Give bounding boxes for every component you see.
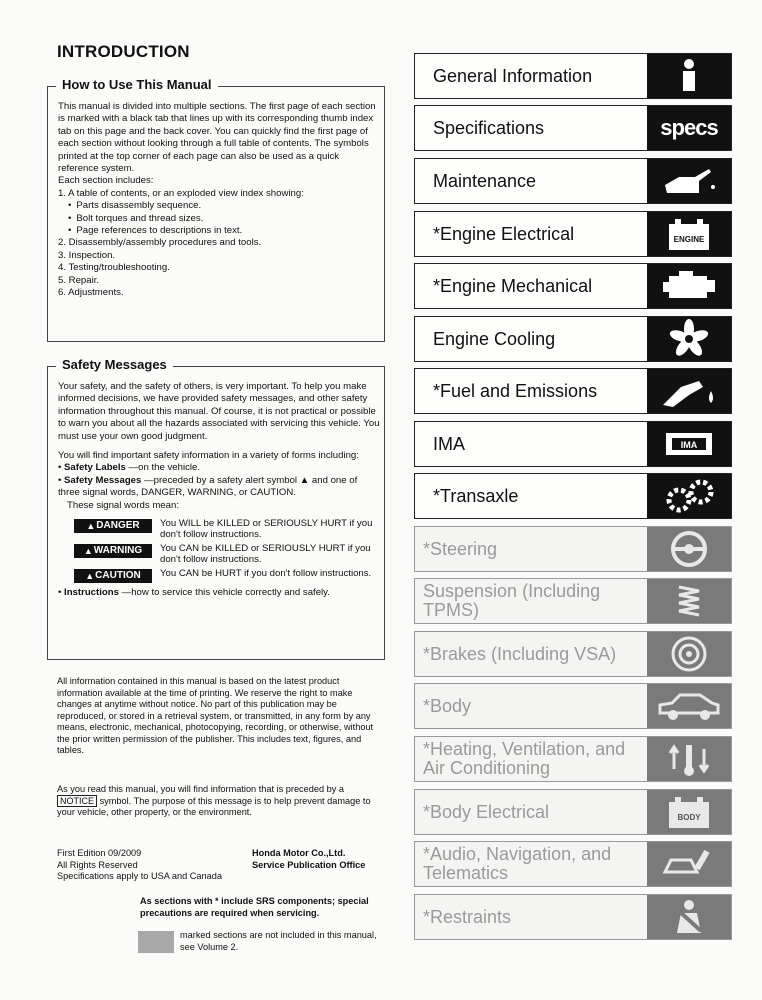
tab-engine[interactable] — [414, 263, 732, 309]
how-to-use-box — [47, 77, 385, 342]
tab-navigation[interactable] — [414, 841, 732, 887]
brake-disc-icon — [647, 632, 731, 676]
list-item: 6. Adjustments. — [58, 287, 124, 299]
tab-label: *Brakes (Including VSA) — [423, 643, 617, 664]
warning-label: ▲ WARNING — [74, 544, 152, 558]
seatbelt-icon — [647, 895, 731, 939]
danger-row — [74, 518, 380, 540]
tab-label: Suspension (Including TPMS) — [423, 581, 601, 620]
battery-icon — [647, 212, 731, 256]
caution-label: ▲ CAUTION — [74, 569, 152, 583]
safety-para-1: Your safety, and the safety of others, is very important. To help you make informed decisions, we have provided safety messages, and other safety information throughout this manual. Of course, it is not practical or possible to warn you about all the hazards associated with servicing this vehicle. You must use your own good judgment. — [58, 381, 380, 442]
tab-fuel-nozzle[interactable] — [414, 368, 732, 414]
notice-badge: NOTICE — [57, 795, 97, 807]
tab-label: *Engine Mechanical — [433, 275, 593, 296]
tab-ima[interactable] — [414, 421, 732, 467]
warning-row — [74, 543, 380, 565]
caution-row — [74, 568, 380, 583]
specs-icon: specs — [647, 106, 731, 150]
signal-intro: These signal words mean: — [67, 499, 179, 511]
tab-suspension[interactable] — [414, 578, 732, 624]
car-body-icon — [647, 684, 731, 728]
danger-text: You WILL be KILLED or SERIOUSLY HURT if you don't follow instructions. — [160, 518, 373, 541]
tab-oil-can[interactable] — [414, 158, 732, 204]
warning-text: You CAN be KILLED or SERIOUSLY HURT if you don't follow instructions. — [160, 543, 371, 566]
safety-para-2: You will find important safety information in a variety of forms including: — [58, 450, 359, 462]
tab-label: *Steering — [423, 538, 498, 559]
list-item: • Page references to descriptions in text. — [68, 225, 378, 237]
tab-label: *Audio, Navigation, and Telematics — [423, 844, 612, 883]
tab-steering-wheel[interactable] — [414, 526, 732, 572]
suspension-icon — [647, 579, 731, 623]
tab-label: *Body Electrical — [423, 801, 550, 822]
tab-battery[interactable] — [414, 211, 732, 257]
navigation-icon — [647, 842, 731, 886]
tab-label: *Body — [423, 695, 472, 716]
edition-info: First Edition 09/2009 All Rights Reserved Specifications apply to USA and Canada — [57, 848, 222, 881]
gears-icon — [647, 474, 731, 518]
list-item: 2. Disassembly/assembly procedures and tools. — [58, 237, 262, 249]
safety-messages-bold: Safety Messages — [64, 474, 142, 486]
tab-info[interactable] — [414, 53, 732, 99]
tab-label: *Heating, Ventilation, and Air Conditioning — [423, 739, 626, 778]
instructions-text: —how to service this vehicle correctly and safely. — [118, 587, 330, 599]
ima-icon — [647, 422, 731, 466]
publisher-info: Honda Motor Co.,Ltd. Service Publication Office — [252, 848, 366, 870]
caution-text: You CAN be HURT if you don't follow instructions. — [160, 568, 372, 580]
alert-triangle-icon: ▲ — [85, 570, 95, 581]
tab-label: *Transaxle — [433, 485, 519, 506]
list-item: 4. Testing/troubleshooting. — [58, 262, 170, 274]
safety-messages-text: —preceded by a safety alert symbol ▲ and one of three signal words, DANGER, WARNING, or CAUTION. — [58, 474, 358, 499]
tab-label: *Fuel and Emissions — [433, 380, 598, 401]
list-item: • Bolt torques and thread sizes. — [68, 213, 378, 225]
thermometer-icon — [647, 737, 731, 781]
svg-text:BODY: BODY — [677, 813, 701, 822]
fan-icon — [647, 317, 731, 361]
contents-bullets — [58, 200, 378, 237]
engine-icon — [647, 264, 731, 308]
body-battery-icon — [647, 790, 731, 834]
tab-seatbelt[interactable] — [414, 894, 732, 940]
list-item: 5. Repair. — [58, 274, 100, 286]
includes-label: Each section includes: — [58, 175, 154, 187]
tab-label: Maintenance — [433, 170, 537, 191]
tab-label: Engine Cooling — [433, 328, 556, 349]
safety-heading: Safety Messages — [56, 357, 173, 372]
oil-can-icon — [647, 159, 731, 203]
fuel-nozzle-icon — [647, 369, 731, 413]
instructions-item: • Instructions —how to service this vehicle correctly and safely. — [58, 587, 330, 599]
grey-swatch — [138, 931, 174, 953]
notice-paragraph: As you read this manual, you will find information that is preceded by a NOTICE symbol. The purpose of this message is to help prevent damage to your vehicle, other property, or the environment. — [57, 784, 371, 817]
srs-note: As sections with * include SRS components; special precautions are required when servicing. — [140, 896, 369, 918]
tab-gears[interactable] — [414, 473, 732, 519]
tab-label: IMA — [433, 433, 466, 454]
instructions-bold: Instructions — [64, 587, 119, 599]
tab-label: *Restraints — [423, 906, 512, 927]
safety-labels-item: • Safety Labels —on the vehicle. — [58, 462, 201, 474]
alert-triangle-icon: ▲ — [86, 520, 96, 531]
list-item: 3. Inspection. — [58, 249, 116, 261]
contents-item-1: 1. A table of contents, or an exploded view index showing: — [58, 187, 304, 199]
info-paragraph: All information contained in this manual is based on the latest product information available at the time of printing. We reserve the right to make changes at anytime without notice. No part of this publication may be reproduced, or stored in a retrieval system, or transmitted, in any form by any means, electronic, mechanical, photocopying, recording, or otherwise, without the prior written permission of the publisher. This includes text, figures, and tables. — [57, 676, 374, 755]
tab-label: Specifications — [433, 117, 545, 138]
danger-label: ▲ DANGER — [74, 519, 152, 533]
how-to-use-heading: How to Use This Manual — [56, 77, 218, 92]
tab-specs[interactable] — [414, 105, 732, 151]
tab-brake-disc[interactable] — [414, 631, 732, 677]
svg-text:ENGINE: ENGINE — [673, 235, 705, 244]
tab-label: General Information — [433, 65, 593, 86]
tab-label: *Engine Electrical — [433, 223, 575, 244]
svg-text:IMA: IMA — [680, 440, 698, 450]
how-to-use-intro: This manual is divided into multiple sections. The first page of each section is marked with a black tab that lines up with its corresponding thumb index tab on this page and the back cover. You can quickly find the first page of each section without looking through a full table of contents. The symbols printed at the top corner of each page can also be used as a quick reference system. — [58, 101, 376, 175]
steering-wheel-icon — [647, 527, 731, 571]
safety-labels-bold: Safety Labels — [64, 462, 126, 474]
safety-box — [47, 357, 385, 660]
tab-body-battery[interactable] — [414, 789, 732, 835]
tab-thermometer[interactable] — [414, 736, 732, 782]
safety-messages-item: • Safety Messages —preceded by a safety alert symbol ▲ and one of three signal words, DANGER, WARNING, or CAUTION. — [58, 474, 358, 499]
safety-labels-text: —on the vehicle. — [125, 462, 201, 474]
tab-fan[interactable] — [414, 316, 732, 362]
list-item: • Parts disassembly sequence. — [68, 200, 378, 212]
info-icon — [647, 54, 731, 98]
alert-triangle-icon: ▲ — [83, 545, 93, 556]
page-title: INTRODUCTION — [57, 42, 190, 61]
tab-car-body[interactable] — [414, 683, 732, 729]
grey-note: marked sections are not included in this manual, see Volume 2. — [180, 930, 377, 952]
